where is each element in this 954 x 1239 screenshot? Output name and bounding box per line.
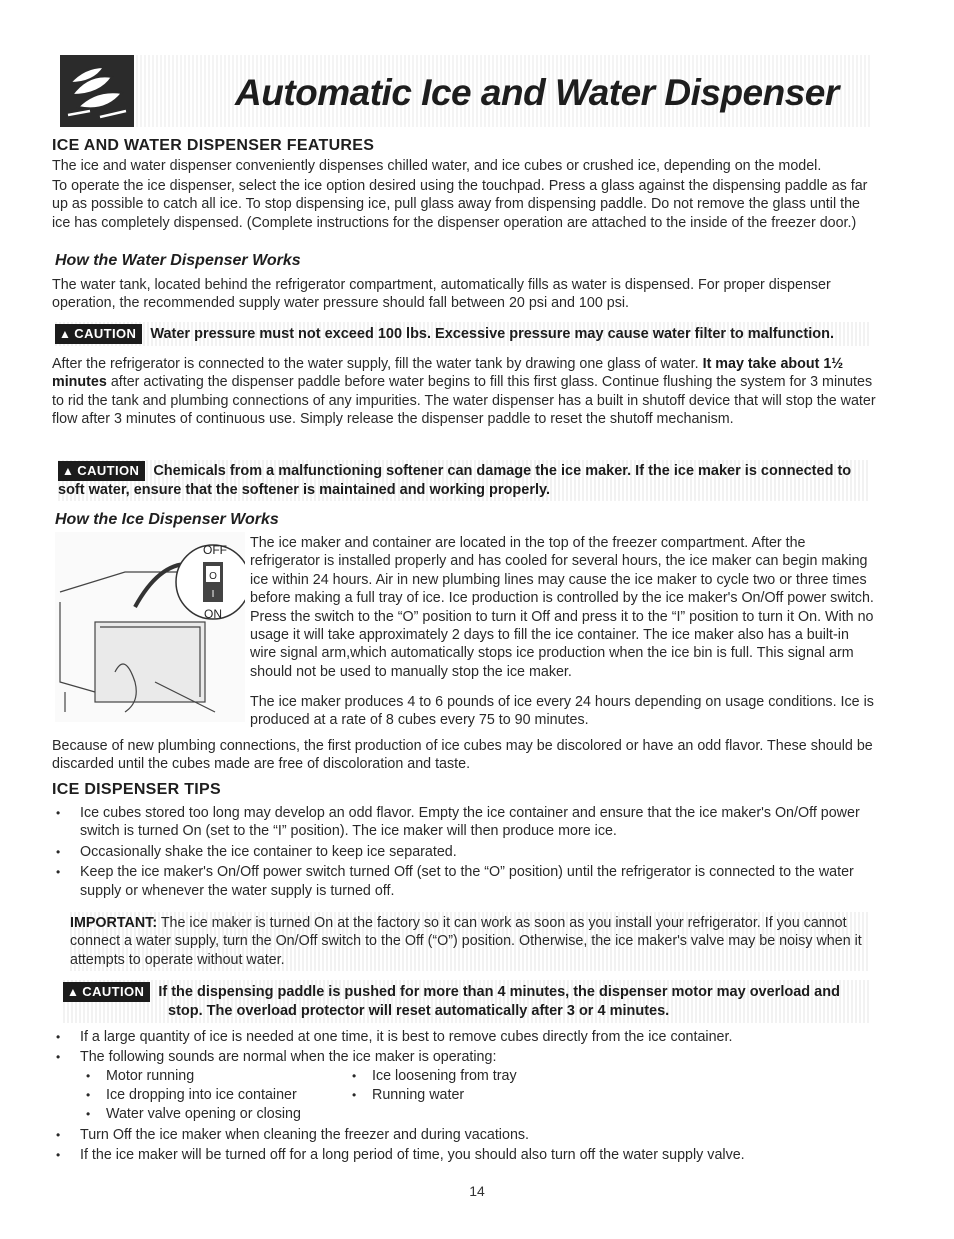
list-item: • The following sounds are normal when the ice maker is operating: [52, 1048, 882, 1066]
water-pressure-caution [55, 322, 870, 346]
list-item: • If the ice maker will be turned off for a long period of time, you should also turn off the water supply valve. [52, 1146, 882, 1164]
water-paragraph-1: The water tank, located behind the refrigerator compartment, automatically fills as water is dispensed. For proper dispenser operation, the recommended supply water pressure should fall between 20 psi and 100 psi. [52, 277, 831, 312]
list-item: • Motor running [86, 1067, 194, 1085]
list-item: • Water valve opening or closing [86, 1105, 301, 1123]
important-text: The ice maker is turned On at the factory so it can work as soon as you install your refrigerator. If you cannot connect a water supply, turn the On/Off switch to the Off (“O”) position. Otherwise, the ice maker's valve may be noisy when it attempts to operate without water. [70, 915, 862, 968]
list-item: • Occasionally shake the ice container to keep ice separated. [52, 843, 882, 861]
list-item: • If a large quantity of ice is needed at one time, it is best to remove cubes directly from the ice container. [52, 1028, 882, 1046]
water-paragraph-2: After the refrigerator is connected to the water supply, fill the water tank by drawing one glass of water. It may take about 1½ minutes after activating the dispenser paddle before water begins to fill this first glass. Continue flushing the system for 3 minutes to rid the tank and plumbing connections of any impurities. The water dispenser has a built in shutoff device that will stop the water flow after 3 minutes of continuous use. Simply release the dispenser paddle to reset the shutoff mechanism. [52, 356, 876, 428]
ice-paragraph-1: The ice maker and container are located in the top of the freezer compartment. After the refrigerator is installed properly and has cooled for several hours, the ice maker can begin making ice within 24 hours. Air in new plumbing lines may cause the ice maker to cycle two or three times before making a full tray of ice. Ice production is controlled by the ice maker's On/Off power switch. Press the switch to the “O” position to turn it Off and press it to the “I” position to turn it On. With no usage it will take approximately 2 days to fill the ice container. The ice maker also has a built-in wire signal arm,which automatically stops ice production when the ice bin is full. This signal arm should not be used to manually stop the ice maker. [250, 535, 874, 680]
switch-i-label: I [211, 589, 215, 600]
caution-text: Water pressure must not exceed 100 lbs. Excessive pressure may cause water filter to malfunction. [150, 326, 834, 342]
ice-cubes-icon [60, 55, 134, 127]
features-heading: ICE AND WATER DISPENSER FEATURES [52, 137, 375, 154]
caution-text: If the dispensing paddle is pushed for more than 4 minutes, the dispenser motor may overload and stop. The overload protector will reset automatically after 3 or 4 minutes. [158, 984, 840, 1019]
tips-list-3 [52, 1126, 882, 1167]
ice-paragraph-2: The ice maker produces 4 to 6 pounds of ice every 24 hours depending on usage conditions. Ice is produced at a rate of 8 cubes every 75 to 90 minutes. [250, 694, 874, 729]
water-dispenser-heading: How the Water Dispenser Works [55, 252, 301, 269]
important-note [70, 912, 870, 971]
page-title: Automatic Ice and Water Dispenser [235, 72, 839, 113]
tips-heading: ICE DISPENSER TIPS [52, 781, 221, 798]
caution-badge: ▲ CAUTION [55, 324, 142, 344]
normal-sounds-list [86, 1067, 686, 1127]
ice-maker-illustration [55, 532, 245, 722]
list-item: • Turn Off the ice maker when cleaning the freezer and during vacations. [52, 1126, 882, 1144]
caution-badge: ▲ CAUTION [63, 982, 150, 1002]
list-item: • Ice loosening from tray [352, 1067, 517, 1085]
switch-on-label: ON [204, 607, 222, 621]
switch-off-label: OFF [203, 543, 227, 557]
page-number: 14 [469, 1183, 485, 1199]
ice-paragraph-3: Because of new plumbing connections, the first production of ice cubes may be discolored or have an odd flavor. These should be discarded until the cubes made are free of discoloration and taste. [52, 738, 873, 773]
ice-dispenser-heading: How the Ice Dispenser Works [55, 511, 279, 528]
warning-triangle-icon: ▲ [59, 327, 72, 341]
softener-caution [58, 460, 870, 501]
list-item: • Running water [352, 1086, 464, 1104]
tips-list-2 [52, 1028, 882, 1069]
list-item: • Ice dropping into ice container [86, 1086, 297, 1104]
paddle-caution [63, 980, 871, 1023]
warning-triangle-icon: ▲ [62, 464, 75, 478]
list-item: • Keep the ice maker's On/Off power switch turned Off (set to the “O” position) until the refrigerator is connected to the water supply or whenever the water supply is turned off. [52, 863, 882, 900]
tips-list-1 [52, 804, 882, 902]
features-paragraph-1: The ice and water dispenser conveniently dispenses chilled water, and ice cubes or crushed ice, depending on the model. [52, 158, 822, 174]
switch-o-label: O [209, 571, 217, 582]
caution-text: Chemicals from a malfunctioning softener can damage the ice maker. If the ice maker is connected to soft water, ensure that the softener is maintained and working properly. [58, 463, 852, 498]
caution-badge: ▲ CAUTION [58, 461, 145, 481]
flush-time-emphasis: It may take about 1½ minutes [52, 356, 844, 391]
important-label: IMPORTANT: [70, 915, 158, 931]
list-item: • Ice cubes stored too long may develop an odd flavor. Empty the ice container and ensure that the ice maker's On/Off power switch is turned On (set to the “I” position). The ice maker will then produce more ice. [52, 804, 882, 841]
warning-triangle-icon: ▲ [67, 985, 80, 999]
features-paragraph-2: To operate the ice dispenser, select the ice option desired using the touchpad. Press a glass against the dispensing paddle as far up as possible to catch all ice. To stop dispensing ice, pull glass away from dispensing paddle. Do not remove the glass until the ice has completely dispensed. (Complete instructions for the dispenser operation are attached to the inside of the freezer door.) [52, 178, 868, 231]
